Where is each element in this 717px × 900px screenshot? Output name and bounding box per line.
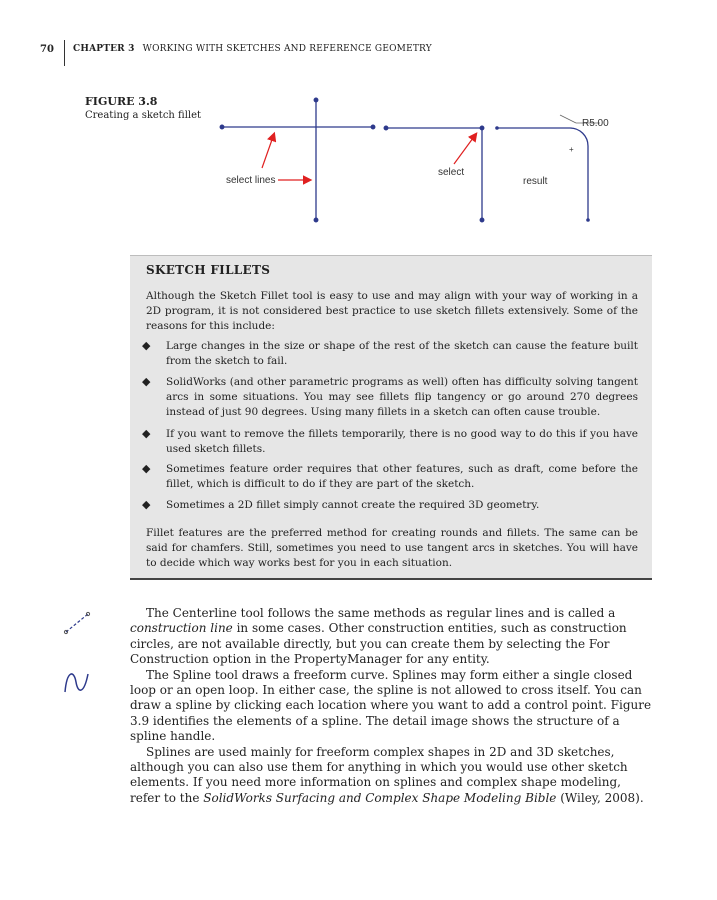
spline-paragraph: The Spline tool draws a freeform curve. Splines may form either a single closed loop or an open loop. In either case, the spline is not allowed to cross itself. You can draw a spline by clicking each location where you want to add a control point. Figure 3.9 identifies the elements of a spline. The detail image shows the structure of a spline handle. <box>130 667 652 744</box>
header-divider <box>64 40 65 66</box>
select-corner-arrow <box>454 134 476 164</box>
crossing-lines-sketch <box>220 98 375 222</box>
sketch-fillet-figure <box>210 90 630 230</box>
centerline-paragraph: The Centerline tool follows the same methods as regular lines and is called a construction line in some cases. Other construction entities, such as construction circles, are not available directly, but you can create them by selecting the For Construction option in the PropertyManager for any entity. <box>130 606 627 667</box>
filleted-corner-sketch <box>497 128 588 220</box>
sidebar-title: SKETCH FILLETS <box>146 263 271 277</box>
select-arrow-up <box>262 134 274 168</box>
sketch-fillets-sidebar: SKETCH FILLETS Although the Sketch Fillet tool is easy to use and may align with your way of working in a 2D program, it is not considered best practice to use sketch fillets extensively. Some of the reasons for this include: ◆ Large changes in the size or shape of the rest of the sketch can cause the feature built from the sketch to fail. ◆ SolidWorks (and other parametric programs as well) often has difficulty solving tangent arcs in some situations. You may see fillets flip tangency or go around 270 degrees instead of just 90 degrees. Using many fillets in a sketch can often cause trouble. ◆ If you want to remove the fillets temporarily, there is no good way to do this if you have used sketch fillets. ◆ Sometimes feature order requires that other features, such as draft, come before the fillet, which is difficult to do if they are part of the sketch. ◆ Sometimes a 2D fillet simply cannot create the required 3D geometry. Fillet features are the preferred method for creating rounds and fillets. The same can be said for chamfers. Still, sometimes you need to use tangent arcs in sketches. You will have to decide which way works best for you in each situation. <box>130 255 652 580</box>
spline-icon <box>62 670 92 696</box>
chapter-title: WORKING WITH SKETCHES AND REFERENCE GEOMETRY <box>142 44 432 54</box>
arc-center-mark: + <box>569 145 574 154</box>
select-lines-label: select lines <box>226 175 276 186</box>
page-number: 70 <box>40 44 54 55</box>
body-text <box>130 606 654 806</box>
chapter-heading <box>73 44 432 54</box>
sidebar-conclusion: Fillet features are the preferred method for creating rounds and fillets. The same can be said for chamfers. Still, sometimes you need to use tangent arcs in sketches. You will have to decide which way works best for you in each situation. <box>146 527 638 569</box>
fillet-endpoints <box>495 126 590 222</box>
result-label: result <box>523 176 548 187</box>
chapter-label: CHAPTER 3 <box>73 44 135 54</box>
centerline-icon <box>62 610 92 636</box>
diamond-bullet-icon: ◆ <box>142 462 151 475</box>
diamond-bullet-icon: ◆ <box>142 498 151 511</box>
running-header <box>40 40 680 66</box>
figure-caption-text: Creating a sketch fillet <box>85 110 202 121</box>
corner-sketch <box>384 126 484 222</box>
diamond-bullet-icon: ◆ <box>142 339 151 352</box>
sidebar-intro: Although the Sketch Fillet tool is easy to use and may align with your way of working in a 2D program, it is not considered best practice to use sketch fillets extensively. Some of the reasons for this include: <box>146 290 638 332</box>
diamond-bullet-icon: ◆ <box>142 427 151 440</box>
spline-usage-paragraph: Splines are used mainly for freeform complex shapes in 2D and 3D sketches, although you can also use them for anything in which you would use other sketch elements. If you need more information on splines and complex shape modeling, refer to the SolidWorks Surfacing and Complex Shape Modeling Bible (Wiley, 2008). <box>130 744 644 805</box>
select-label: select <box>438 167 465 178</box>
figure-label: FIGURE 3.8 <box>85 95 158 108</box>
figure-caption <box>85 95 215 123</box>
diamond-bullet-icon: ◆ <box>142 375 151 388</box>
radius-dimension: R5.00 <box>582 118 609 129</box>
